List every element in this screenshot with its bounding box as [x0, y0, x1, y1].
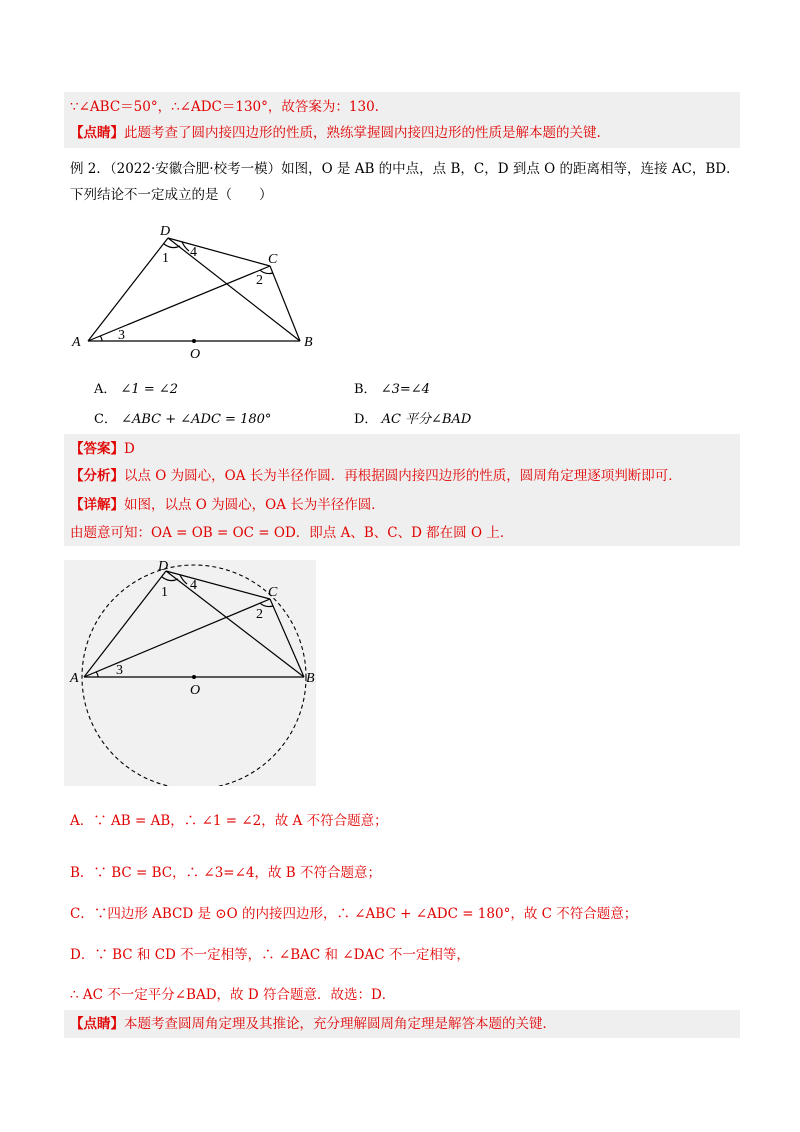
comment-text: 此题考查了圆内接四边形的性质，熟练掌握圆内接四边形的性质是解本题的关键.: [124, 125, 601, 141]
answer-value: D: [124, 441, 135, 457]
label-b: B: [304, 335, 313, 350]
label-angle-1: 1: [162, 251, 169, 266]
detail-text: 如图，以点 O 为圆心，OA 长为半径作圆．: [124, 497, 385, 513]
label-a: A: [70, 671, 79, 686]
choice-a[interactable]: [94, 378, 178, 397]
label-d: D: [158, 560, 169, 574]
segment-ac: [88, 266, 270, 341]
top-comment-line: [70, 122, 601, 144]
analysis-text: 以点 O 为圆心，OA 长为半径作圆．再根据圆内接四边形的性质，圆周角定理逐项判断即可．: [124, 468, 682, 484]
detail-tag: 【详解】: [70, 497, 124, 513]
label-d: D: [160, 224, 171, 239]
label-c: C: [268, 252, 278, 267]
label-angle-2: 2: [256, 273, 263, 288]
segment-dc: [168, 238, 270, 266]
label-o: O: [190, 347, 201, 362]
segment-db: [168, 238, 300, 341]
choice-b[interactable]: [354, 378, 430, 397]
point-o: [192, 675, 196, 679]
choice-d[interactable]: [354, 408, 471, 427]
choice-b-text: ∠3=∠4: [380, 382, 430, 397]
step-b: B．∵ BC = BC，∴ ∠3=∠4，故 B 不符合题意；: [70, 865, 382, 881]
label-o: O: [190, 683, 201, 698]
final-comment-text: 本题考查圆周角定理及其推论，充分理解圆周角定理是解答本题的关键．: [124, 1016, 556, 1032]
choice-b-prefix: B．: [354, 382, 377, 397]
angle-3-arc: [100, 336, 102, 341]
answer-line: [70, 438, 135, 460]
step-c: C．∵四边形 ABCD 是 ⊙O 的内接四边形，∴ ∠ABC + ∠ADC = 180°，故 C 不符合题意；: [70, 906, 638, 922]
choice-d-text: AC 平分∠BAD: [381, 412, 472, 427]
choice-c-prefix: C．: [94, 412, 117, 427]
geometry-figure-1: [64, 218, 334, 363]
choice-c-text: ∠ABC + ∠ADC = 180°: [121, 412, 272, 427]
label-angle-1: 1: [161, 585, 168, 600]
comment-tag: 【点睛】: [70, 125, 124, 141]
step-d: D．∵ BC 和 CD 不一定相等，∴ ∠BAC 和 ∠DAC 不一定相等，: [70, 947, 470, 963]
analysis-tag: 【分析】: [70, 468, 124, 484]
figure-2-background: [64, 560, 316, 786]
geometry-figure-2: [64, 560, 316, 786]
choice-a-text: ∠1 = ∠2: [120, 382, 179, 397]
label-c: C: [268, 585, 278, 600]
label-b: B: [306, 671, 315, 686]
example-question-line1: 例 2．（2022·安徽合肥·校考一模）如图，O 是 AB 的中点，点 B，C，D 到点 O 的距离相等，连接 AC，BD．: [70, 161, 740, 177]
step-e: ∴ AC 不一定平分∠BAD，故 D 符合题意．故选：D．: [70, 987, 396, 1003]
final-comment-tag: 【点睛】: [70, 1016, 124, 1032]
choice-d-prefix: D．: [354, 412, 378, 427]
answer-tag: 【答案】: [70, 441, 124, 457]
point-o: [192, 339, 196, 343]
top-solution-line: ∵∠ABC＝50°，∴∠ADC＝130°，故答案为：130.: [70, 99, 379, 115]
label-angle-4: 4: [190, 245, 197, 260]
label-angle-3: 3: [118, 328, 125, 343]
step-a: A．∵ AB = AB，∴ ∠1 = ∠2，故 A 不符合题意；: [70, 813, 388, 829]
detail-line: [70, 494, 385, 516]
example-question-line2: 下列结论不一定成立的是（ ）: [70, 187, 273, 203]
choice-a-prefix: A．: [94, 382, 117, 397]
analysis-line: [70, 465, 682, 487]
final-comment-line: [70, 1013, 556, 1035]
label-angle-3: 3: [116, 663, 123, 678]
choice-c[interactable]: [94, 408, 271, 427]
label-a: A: [72, 335, 81, 350]
label-angle-2: 2: [256, 607, 263, 622]
label-angle-4: 4: [190, 578, 197, 593]
segment-ad: [88, 238, 168, 341]
condition-line: 由题意可知：OA = OB = OC = OD．即点 A、B、C、D 都在圆 O 上．: [70, 525, 514, 541]
